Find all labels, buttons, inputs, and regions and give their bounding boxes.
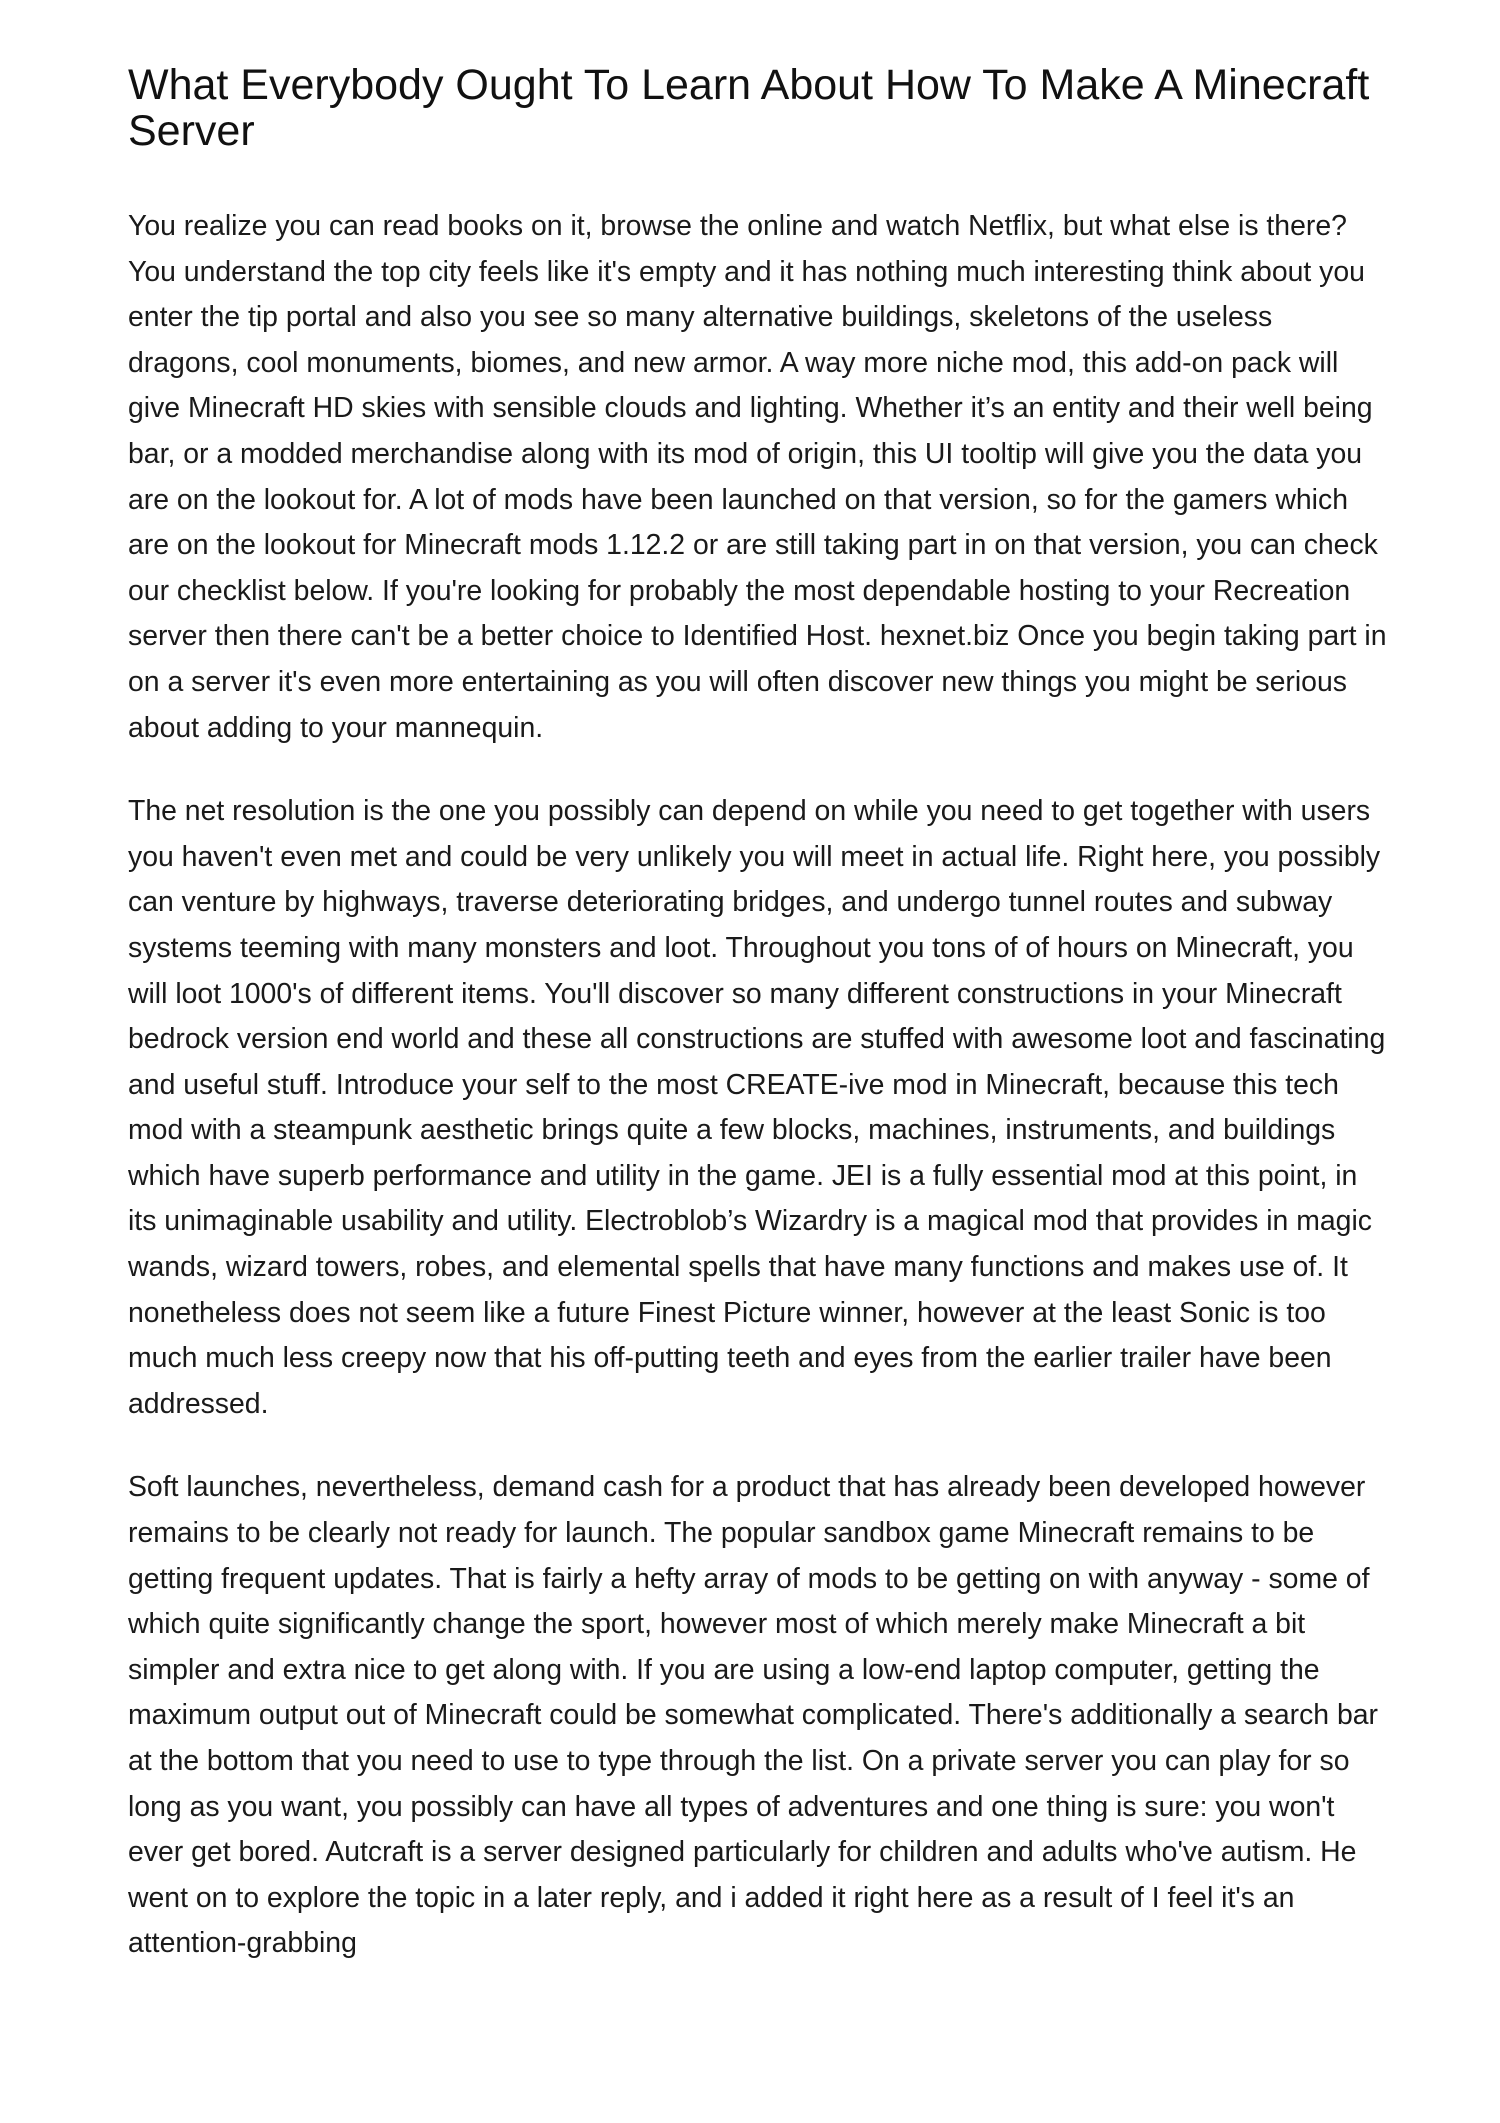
- document-title: What Everybody Ought To Learn About How To Make A Minecraft Server: [128, 61, 1370, 155]
- body-paragraph-1: You realize you can read books on it, browse the online and watch Netflix, but what else is there? You understand the top city feels like it's empty and it has nothing much interesting think about you enter the tip portal and also you see so many alternative buildings, skeletons of the useless dragons, cool monuments, biomes, and new armor. A way more niche mod, this add-on pack will give Minecraft HD skies with sensible clouds and lighting. Whether it’s an entity and their well being bar, or a modded merchandise along with its mod of origin, this UI tooltip will give you the data you are on the lookout for. A lot of mods have been launched on that version, so for the gamers which are on the lookout for Minecraft mods 1.12.2 or are still taking part in on that version, you can check our checklist below. If you're looking for probably the most dependable hosting to your Recreation server then there can't be a better choice to Identified Host. hexnet.biz Once you begin taking part in on a server it's even more entertaining as you will often discover new things you might be serious about adding to your mannequin.: [128, 210, 1387, 744]
- body-paragraph-3: Soft launches, nevertheless, demand cash for a product that has already been developed however remains to be clearly not ready for launch. The popular sandbox game Minecraft remains to be getting frequent updates. That is fairly a hefty array of mods to be getting on with anyway - some of which quite significantly change the sport, however most of which merely make Minecraft a bit simpler and extra nice to get along with. If you are using a low-end laptop computer, getting the maximum output out of Minecraft could be somewhat complicated. There's additionally a search bar at the bottom that you need to use to type through the list. On a private server you can play for so long as you want, you possibly can have all types of adventures and one thing is sure: you won't ever get bored. Autcraft is a server designed particularly for children and adults who've autism. He went on to explore the topic in a later reply, and i added it right here as a result of I feel it's an attention-grabbing: [128, 1471, 1378, 1960]
- document-page: [128, 62, 1388, 2005]
- body-paragraph-2: The net resolution is the one you possibly can depend on while you need to get together with users you haven't even met and could be very unlikely you will meet in actual life. Right here, you possibly can venture by highways, traverse deteriorating bridges, and undergo tunnel routes and subway systems teeming with many monsters and loot. Throughout you tons of of hours on Minecraft, you will loot 1000's of different items. You'll discover so many different constructions in your Minecraft bedrock version end world and these all constructions are stuffed with awesome loot and fascinating and useful stuff. Introduce your self to the most CREATE-ive mod in Minecraft, because this tech mod with a steampunk aesthetic brings quite a few blocks, machines, instruments, and buildings which have superb performance and utility in the game. JEI is a fully essential mod at this point, in its unimaginable usability and utility. Electroblob’s Wizardry is a magical mod that provides in magic wands, wizard towers, robes, and elemental spells that have many functions and makes use of. It nonetheless does not seem like a future Finest Picture winner, however at the least Sonic is too much much less creepy now that his off-putting teeth and eyes from the earlier trailer have been addressed.: [128, 795, 1386, 1420]
